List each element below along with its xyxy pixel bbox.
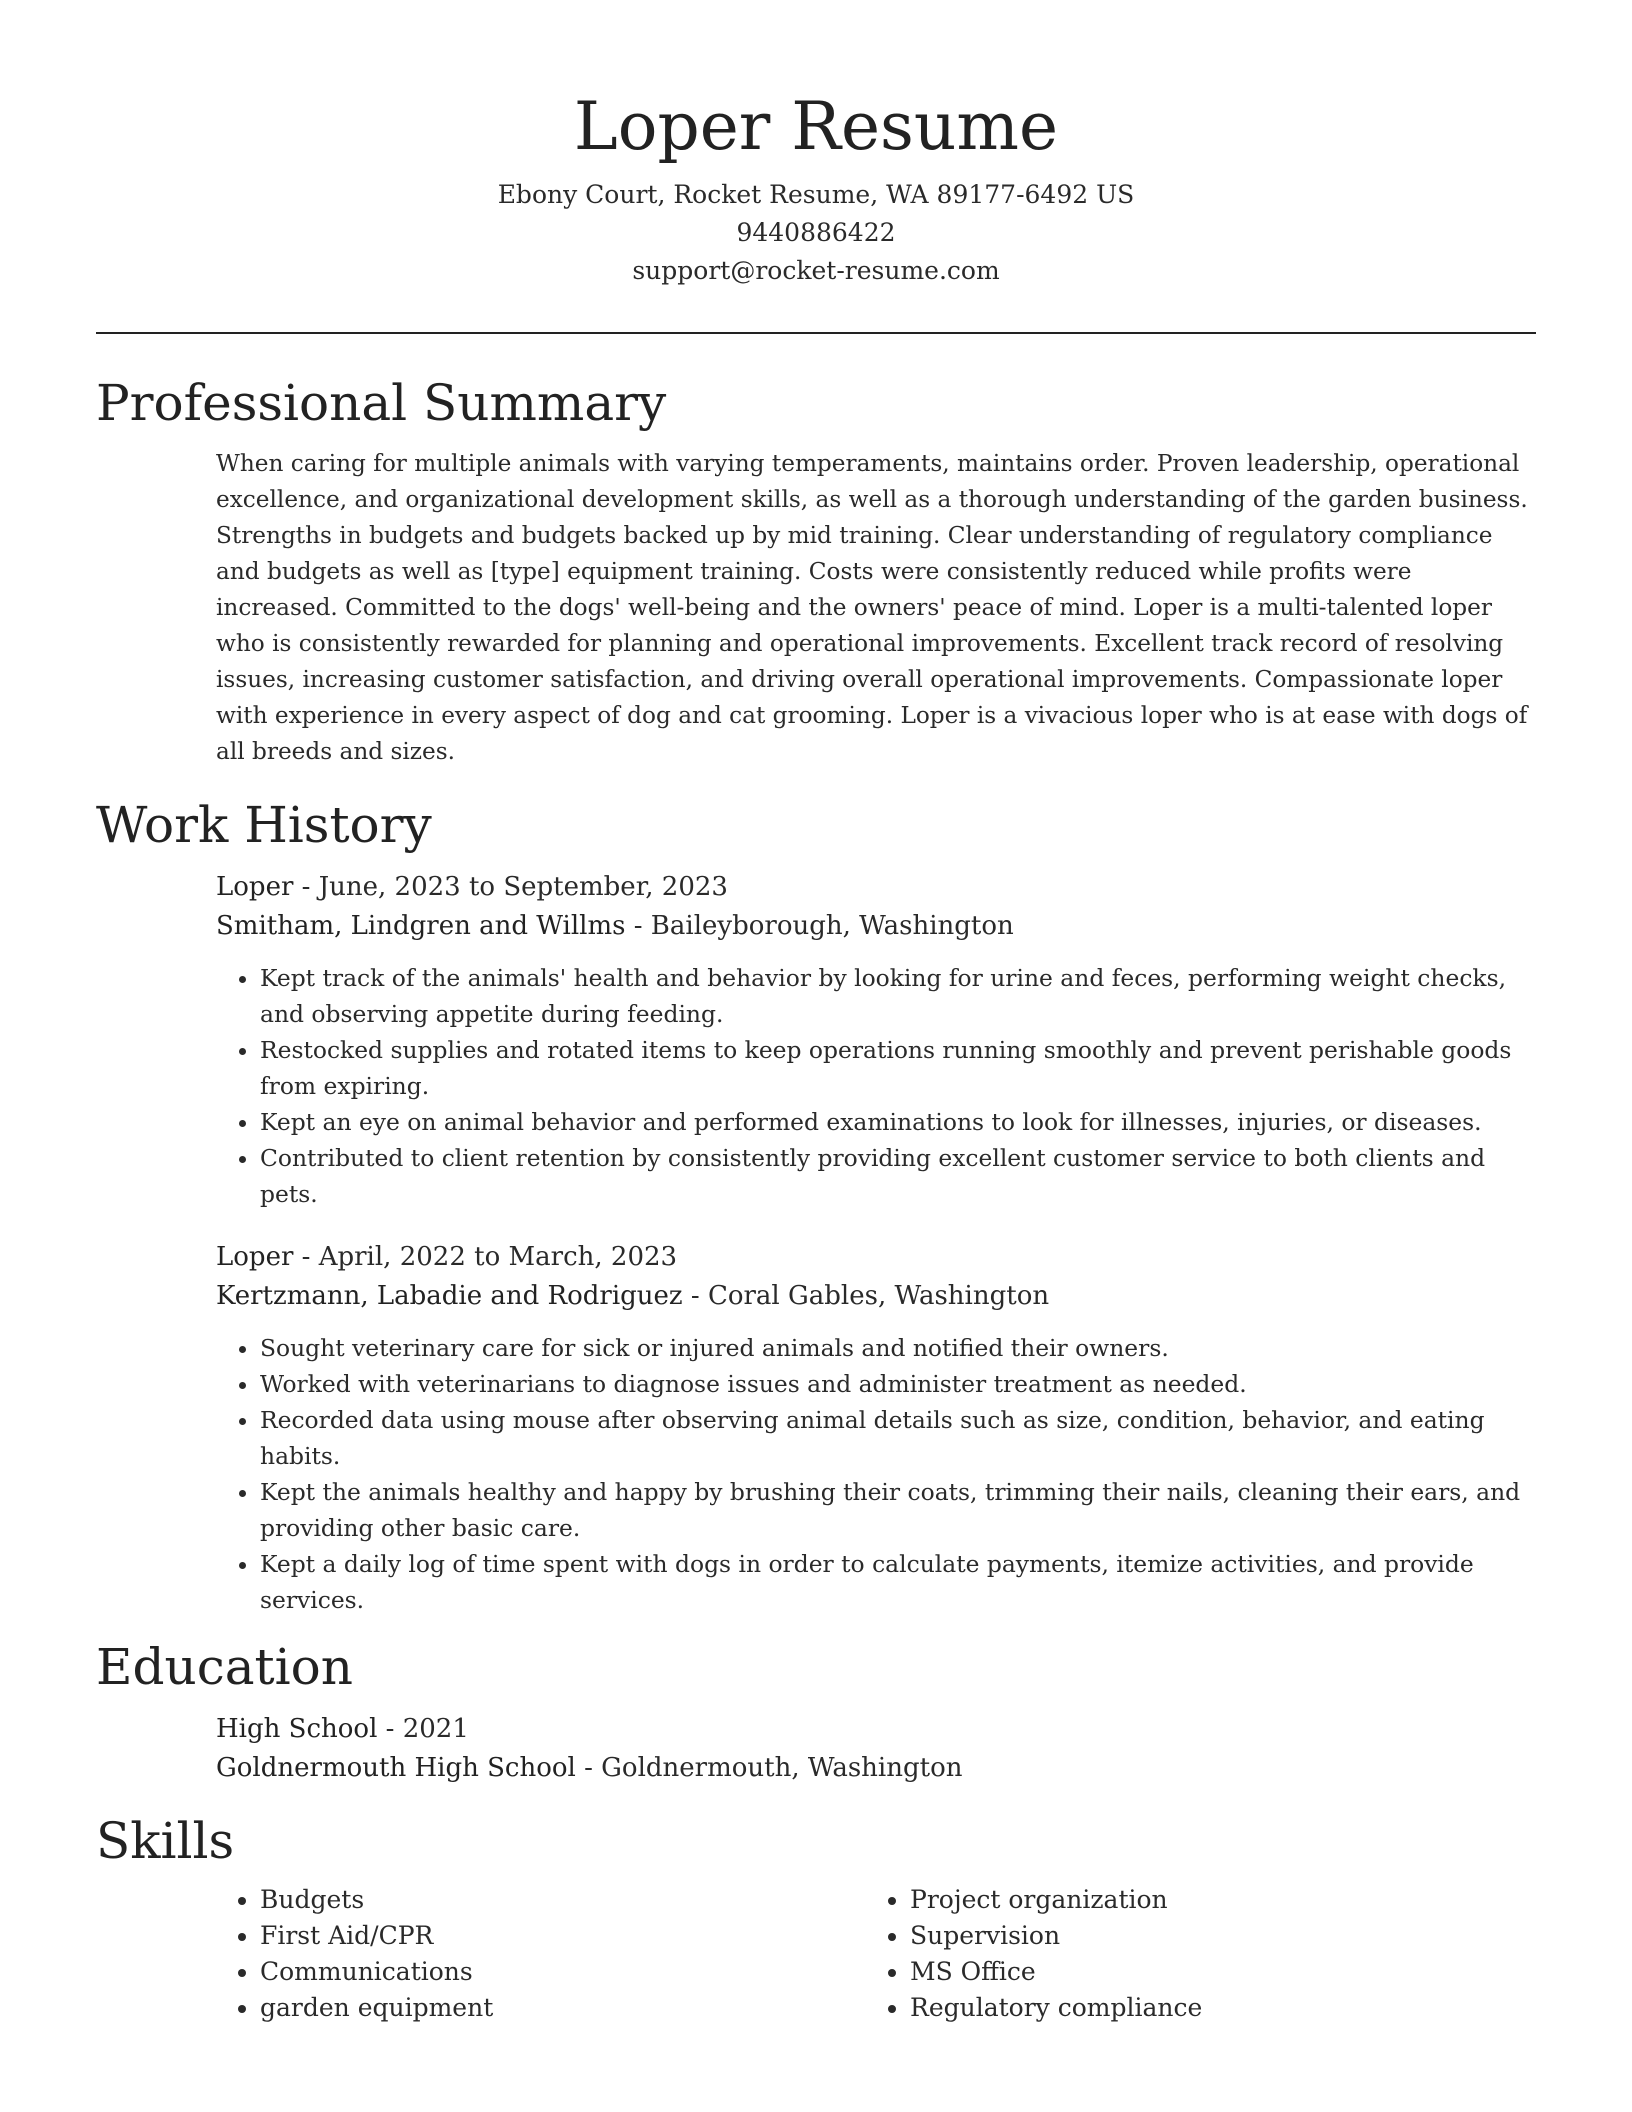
- education-heading: Education: [96, 1638, 353, 1696]
- skills-list: [216, 1882, 866, 2026]
- job-duties-list: [216, 1330, 1536, 1618]
- job-location: - Baileyborough, Washington: [625, 911, 1014, 941]
- job-title-line: [216, 1238, 1536, 1277]
- list-item: • Kept the animals healthy and happy by brushing their coats, trimming their nails, cleaning their ears, and providing other basic care.: [260, 1474, 1536, 1546]
- summary-section: [96, 372, 1536, 770]
- list-item: • Kept track of the animals' health and behavior by looking for urine and feces, performing weight checks, and observing appetite during feeding.: [260, 960, 1536, 1032]
- education-degree: High School: [216, 1714, 378, 1744]
- skills-column-left: [216, 1882, 866, 2026]
- list-item: • Recorded data using mouse after observing animal details such as size, condition, behavior, and eating habits.: [260, 1402, 1536, 1474]
- skill-item: • Regulatory compliance: [910, 1990, 1516, 2026]
- skill-item: • Project organization: [910, 1882, 1516, 1918]
- skill-item: • garden equipment: [260, 1990, 866, 2026]
- skills-list: [866, 1882, 1516, 2026]
- header-divider: [96, 332, 1536, 334]
- resume-name: Loper Resume: [573, 88, 1059, 165]
- education-degree-line: [216, 1710, 1536, 1749]
- job-dates: - April, 2022 to March, 2023: [293, 1242, 678, 1272]
- job-entry: [216, 1238, 1536, 1618]
- contact-info: [96, 176, 1536, 290]
- summary-text: When caring for multiple animals with varying temperaments, maintains order. Proven leadership, operational excellence, and organizational development skills, as well as a thorough understanding of the garden business. Strengths in budgets and budgets backed up by mid training. Clear understanding of regulatory compliance and budgets as well as [type] equipment training. Costs were consistently reduced while profits were increased. Committed to the dogs' well-being and the owners' peace of mind. Loper is a multi-talented loper who is consistently rewarded for planning and operational improvements. Excellent track record of resolving issues, increasing customer satisfaction, and driving overall operational improvements. Compassionate loper with experience in every aspect of dog and cat grooming. Loper is a vivacious loper who is at ease with dogs of all breeds and sizes.: [216, 450, 1528, 765]
- list-item: • Kept a daily log of time spent with dogs in order to calculate payments, itemize activities, and provide services.: [260, 1546, 1536, 1618]
- list-item: • Contributed to client retention by consistently providing excellent customer service to both clients and pets.: [260, 1140, 1536, 1212]
- skills-column-right: [866, 1882, 1516, 2026]
- education-location: - Goldnermouth, Washington: [575, 1753, 963, 1783]
- list-item: • Restocked supplies and rotated items to keep operations running smoothly and prevent perishable goods from expiring.: [260, 1032, 1536, 1104]
- job-location: - Coral Gables, Washington: [682, 1281, 1050, 1311]
- work-history-heading: Work History: [96, 796, 432, 854]
- job-title-line: [216, 868, 1536, 907]
- resume-header: [96, 0, 1536, 290]
- job-dates: - June, 2023 to September, 2023: [293, 872, 728, 902]
- job-company: Smitham, Lindgren and Willms: [216, 911, 626, 941]
- education-year: - 2021: [377, 1714, 469, 1744]
- summary-heading: Professional Summary: [96, 374, 667, 432]
- list-item: • Sought veterinary care for sick or injured animals and notified their owners.: [260, 1330, 1536, 1366]
- work-history-section: [96, 794, 1536, 1618]
- education-section: [96, 1636, 1536, 1788]
- skills-section: [96, 1810, 1536, 2026]
- skills-grid: [216, 1882, 1536, 2026]
- skill-item: • Budgets: [260, 1882, 866, 1918]
- list-item: • Worked with veterinarians to diagnose issues and administer treatment as needed.: [260, 1366, 1536, 1402]
- skill-item: • Supervision: [910, 1918, 1516, 1954]
- skill-item: • First Aid/CPR: [260, 1918, 866, 1954]
- list-item: • Kept an eye on animal behavior and performed examinations to look for illnesses, injuries, or diseases.: [260, 1104, 1536, 1140]
- job-title: Loper: [216, 1242, 294, 1272]
- job-title: Loper: [216, 872, 294, 902]
- education-school: Goldnermouth High School: [216, 1753, 576, 1783]
- resume-page: [96, 0, 1536, 2026]
- job-company-line: [216, 907, 1536, 946]
- skill-item: • Communications: [260, 1954, 866, 1990]
- contact-email: support@rocket-resume.com: [632, 256, 1000, 285]
- contact-phone: 9440886422: [736, 218, 896, 247]
- contact-address: Ebony Court, Rocket Resume, WA 89177-6492 US: [497, 180, 1135, 209]
- job-entry: [216, 868, 1536, 1212]
- education-entry: [216, 1710, 1536, 1788]
- job-company: Kertzmann, Labadie and Rodriguez: [216, 1281, 683, 1311]
- skills-heading: Skills: [96, 1812, 235, 1870]
- education-school-line: [216, 1749, 1536, 1788]
- job-duties-list: [216, 960, 1536, 1212]
- job-company-line: [216, 1277, 1536, 1316]
- skill-item: • MS Office: [910, 1954, 1516, 1990]
